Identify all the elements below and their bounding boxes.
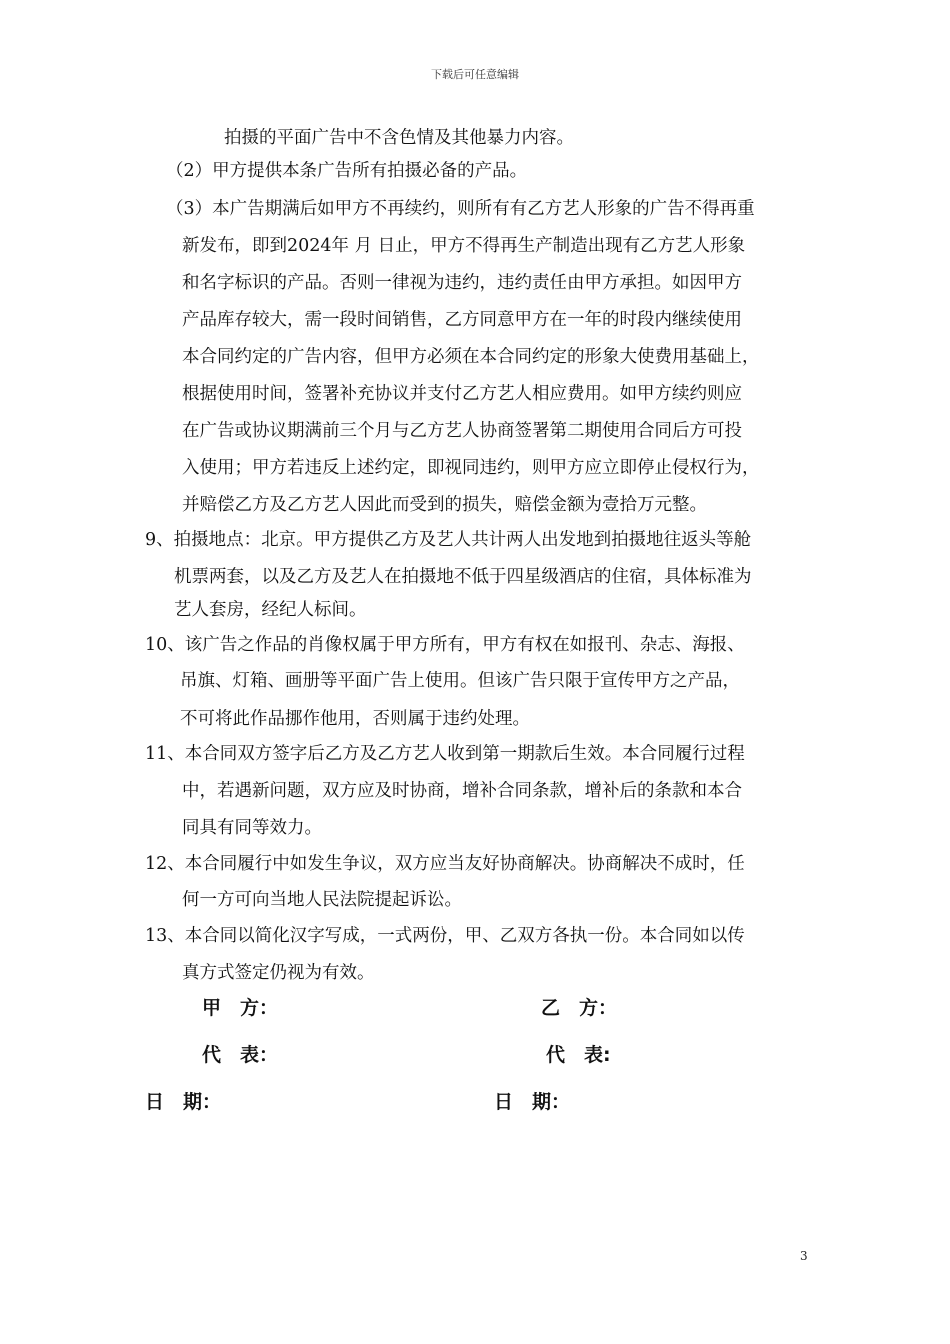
clause-text-line: （2）甲方提供本条广告所有拍摄必备的产品。 (166, 161, 528, 181)
date-a-label: 日 期： (145, 1091, 222, 1113)
clause-text-line: 不可将此作品挪作他用，否则属于违约处理。 (180, 709, 530, 729)
header-note: 下载后可任意编辑 (431, 68, 519, 81)
clause-text-line: 和名字标识的产品。否则一律视为违约，违约责任由甲方承担。如因甲方 (182, 273, 742, 293)
party-b-label: 乙 方： (541, 997, 618, 1019)
clause-text-line: 中，若遇新问题，双方应及时协商，增补合同条款，增补后的条款和本合 (182, 781, 742, 801)
representative-a-label: 代 表： (202, 1044, 279, 1066)
date-b-label: 日 期： (494, 1091, 571, 1113)
clause-text-line: 13、本合同以简化汉字写成，一式两份，甲、乙双方各执一份。本合同如以传 (145, 926, 745, 946)
party-a-label: 甲 方： (202, 997, 279, 1019)
clause-text-line: 入使用；甲方若违反上述约定，即视同违约，则甲方应立即停止侵权行为， (182, 458, 760, 478)
clause-text-line: 何一方可向当地人民法院提起诉讼。 (182, 890, 462, 910)
clause-text-line: 吊旗、灯箱、画册等平面广告上使用。但该广告只限于宣传甲方之产品， (180, 671, 740, 691)
page-number: 3 (800, 1249, 808, 1263)
clause-text-line: 新发布，即到2024年 月 日止，甲方不得再生产制造出现有乙方艺人形象 (182, 236, 746, 256)
clause-text-line: 12、本合同履行中如发生争议，双方应当友好协商解决。协商解决不成时，任 (145, 854, 745, 874)
clause-text-line: 机票两套，以及乙方及艺人在拍摄地不低于四星级酒店的住宿，具体标准为 (174, 567, 752, 587)
representative-b-label: 代 表: (546, 1044, 611, 1066)
clause-text-line: （3）本广告期满后如甲方不再续约，则所有有乙方艺人形象的广告不得再重 (166, 199, 755, 219)
clause-text-line: 10、该广告之作品的肖像权属于甲方所有，甲方有权在如报刊、杂志、海报、 (145, 635, 745, 655)
clause-text-line: 艺人套房，经纪人标间。 (174, 600, 367, 620)
clause-text-line: 本合同约定的广告内容，但甲方必须在本合同约定的形象大使费用基础上， (182, 347, 760, 367)
clause-text-line: 真方式签定仍视为有效。 (182, 963, 375, 983)
clause-text-line: 同具有同等效力。 (182, 818, 322, 838)
clause-text-line: 在广告或协议期满前三个月与乙方艺人协商签署第二期使用合同后方可投 (182, 421, 742, 441)
clause-text-line: 根据使用时间，签署补充协议并支付乙方艺人相应费用。如甲方续约则应 (182, 384, 742, 404)
clause-text-line: 9、拍摄地点：北京。甲方提供乙方及艺人共计两人出发地到拍摄地往返头等舱 (145, 530, 752, 550)
clause-text-line: 产品库存较大，需一段时间销售，乙方同意甲方在一年的时段内继续使用 (182, 310, 742, 330)
clause-text-line: 11、本合同双方签字后乙方及乙方艺人收到第一期款后生效。本合同履行过程 (145, 744, 745, 764)
clause-text-line: 并赔偿乙方及乙方艺人因此而受到的损失，赔偿金额为壹拾万元整。 (182, 495, 707, 515)
clause-text-line: 拍摄的平面广告中不含色情及其他暴力内容。 (224, 128, 574, 148)
